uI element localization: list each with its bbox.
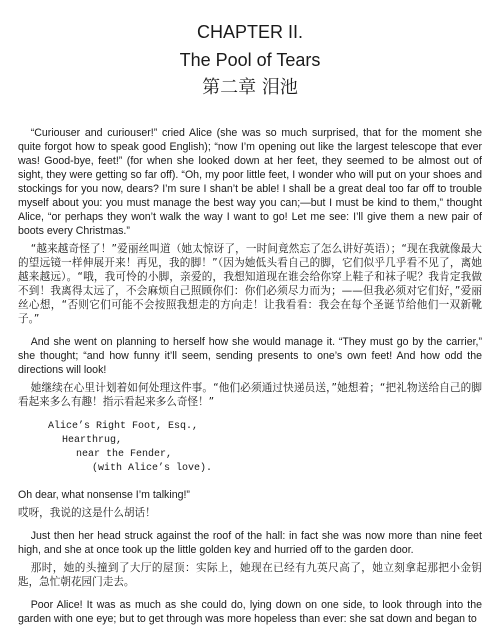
paragraph-english: And she went on planning to herself how she would manage it. “They must go by the carrier,” she thought; “and how funny it’ll seem, sending presents to one’s own feet! And how odd the directions will look! — [18, 336, 482, 376]
chapter-number: CHAPTER II. — [196, 22, 303, 42]
chapter-header — [18, 0, 482, 100]
poem-line: Alice’s Right Foot, Esq., — [48, 421, 199, 432]
paragraph-chinese: 她继续在心里计划着如何处理这件事。“他们必须通过快递员送，”她想着；“把礼物送给自己的脚看起来多么有趣！指示看起来多么奇怪！” — [18, 382, 482, 408]
paragraph-english: Poor Alice! It was as much as she could do, lying down on one side, to look through into the garden with one eye; but to get through was more hopeless than ever: she sat down and began to — [18, 599, 482, 625]
address-poem — [48, 420, 482, 476]
chapter-body — [18, 126, 482, 626]
paragraph-english: Just then her head struck against the roof of the hall: in fact she was now more than nine feet high, and she at once took up the little golden key and hurried off to the garden door. — [18, 530, 482, 556]
poem-line: Hearthrug, — [62, 435, 123, 446]
paragraph-chinese: 那时，她的头撞到了大厅的屋顶：实际上，她现在已经有九英尺高了，她立刻拿起那把小金钥匙，急忙朝花园门走去。 — [18, 562, 482, 588]
paragraph-english: “Curiouser and curiouser!” cried Alice (she was so much surprised, that for the moment she quite forgot how to speak good English); “now I’m opening out like the largest telescope that ever was! Good-bye, feet!” (for when she looked down at her feet, they seemed to be almost out of sight, they were getting so far off). “Oh, my poor little feet, I wonder who will put on your shoes and stockings for you now, dears? I’m sure I shan’t be able! I shall be a great deal too far off to trouble myself about you: you must manage the best way you can;—but I must be kind to them,” thought Alice, “or perhaps they won’t walk the way I want to go! Let me see: I’ll give them a new pair of boots every Christmas.” — [18, 127, 482, 237]
chapter-title-english: The Pool of Tears — [179, 50, 321, 70]
poem-line: near the Fender, — [76, 449, 173, 460]
paragraph-chinese: “越来越奇怪了！”爱丽丝叫道（她太惊讶了，一时间竟然忘了怎么讲好英语）；“现在我就像最大的望远镜一样伸展开来！再见，我的脚！”（因为她低头看自己的脚，它们似乎几乎看不见了，离她越来越远）。“哦，我可怜的小脚，亲爱的，我想知道现在谁会给你穿上鞋子和袜子呢？我肯定我做不到！我离得太远了，不会麻烦自己照顾你们：你们必须尽力而为；——但我必须对它们好，”爱丽丝心想，“否则它们可能不会按照我想走的方向走！让我看看：我会在每个圣诞节给他们一双新靴子。” — [18, 243, 482, 325]
paragraph-english: Oh dear, what nonsense I’m talking!” — [18, 489, 190, 501]
poem-line: (with Alice’s love). — [92, 463, 213, 474]
paragraph-chinese: 哎呀，我说的这是什么胡话！ — [18, 507, 156, 519]
chapter-title-chinese: 第二章 泪池 — [202, 77, 298, 98]
